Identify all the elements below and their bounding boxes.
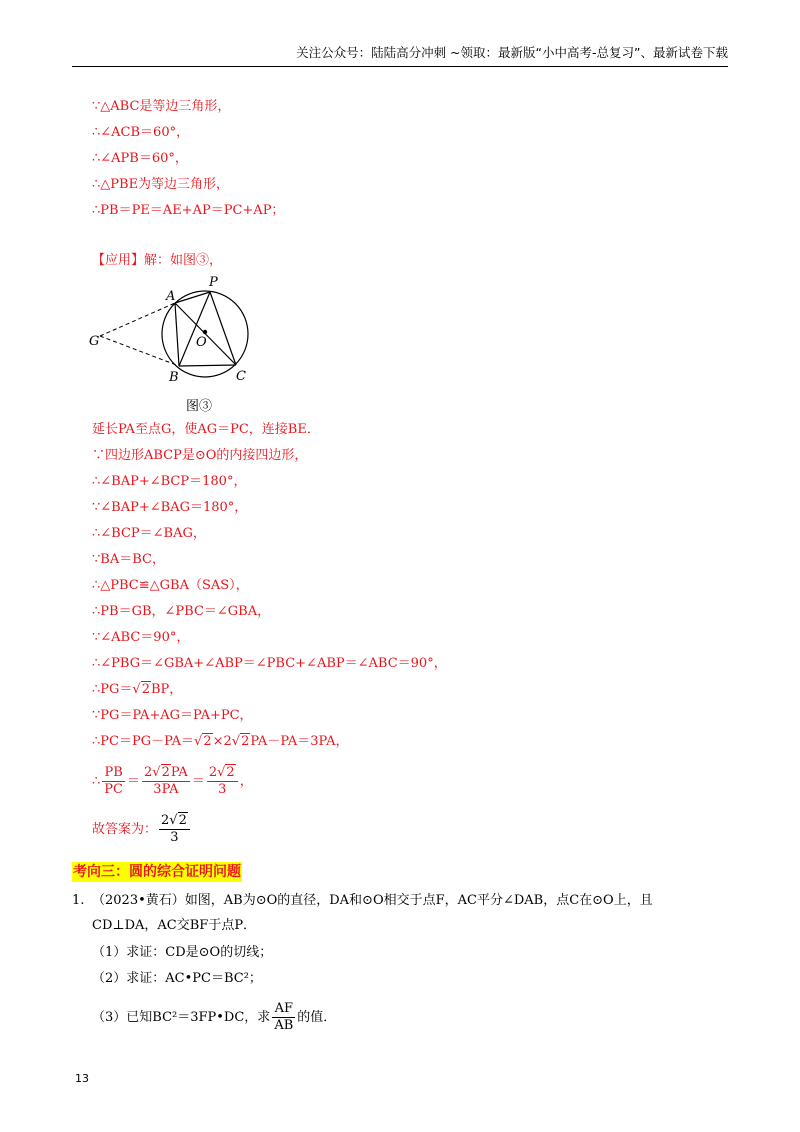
segment-ga-dashed — [100, 303, 175, 336]
segment-gb-dashed — [100, 336, 179, 366]
fraction-numerator: AF — [272, 1001, 295, 1018]
question-part-3 — [92, 1000, 336, 1036]
fraction-denominator: 3 — [170, 830, 179, 845]
header-text: 关注公众号：陆陆高分冲刺 ~领取：最新版“小中高考-总复习”、最新试卷下载 — [296, 45, 728, 60]
proof2-line-13 — [92, 733, 348, 751]
proof2-line-10: ∴∠PBG＝∠GBA+∠ABP＝∠PBC+∠ABP＝∠ABC＝90°， — [92, 656, 447, 671]
page-number: 13 — [75, 1072, 89, 1085]
proof2-line-12: ∵PG＝PA+AG＝PA+PC， — [92, 708, 253, 723]
radicand: 2 — [141, 682, 150, 697]
proof2-line-9: ∵∠ABC＝90°， — [92, 630, 190, 645]
label-a: A — [166, 289, 176, 304]
answer-label: 故答案为： — [92, 822, 158, 837]
pc-prefix: ∴PC＝PG－PA＝ — [92, 734, 195, 749]
proof2-line-6: ∵BA＝BC， — [92, 552, 165, 567]
radicand: 2 — [241, 734, 250, 749]
proof2-line-5: ∴∠BCP＝∠BAG， — [92, 526, 206, 541]
label-o: O — [196, 335, 207, 350]
figure-caption: 图③ — [186, 399, 213, 414]
fraction-denominator: AB — [274, 1018, 294, 1033]
page-header — [72, 44, 728, 67]
fraction-numerator — [207, 765, 238, 782]
ratio-end: ， — [239, 774, 253, 789]
pc-tail: PA－PA＝3PA， — [250, 734, 349, 749]
fraction-2root2-3 — [207, 765, 238, 798]
segment-pc — [210, 292, 236, 365]
coef: 2 — [208, 765, 218, 780]
fraction-numerator — [142, 765, 190, 782]
proof1-line-2: ∴∠ACB＝60°， — [92, 125, 190, 140]
fraction-denominator: 3PA — [153, 782, 179, 797]
proof2-line-2: ∵四边形ABCP是⊙O的内接四边形， — [92, 448, 308, 463]
section-title: 考向三：圆的综合证明问题 — [73, 864, 241, 880]
segment-pb — [179, 292, 210, 366]
part3-prefix: （3）已知BC²＝3FP•DC，求 — [92, 1010, 271, 1025]
proof2-line-11 — [92, 681, 182, 699]
sqrt-expression: √2 — [132, 682, 150, 697]
sqrt-expression: √2 — [217, 765, 235, 780]
question-line-1: （2023•黄石）如图，AB为⊙O的直径，DA和⊙O相交于点F，AC平分∠DAB，点C在⊙O上，且 — [92, 893, 653, 908]
geometry-figure — [85, 272, 265, 412]
apply-label: 【应用】解：如图③， — [92, 253, 223, 268]
radicand: 2 — [161, 765, 170, 780]
coef: 2 — [144, 765, 153, 780]
label-p: P — [209, 275, 218, 290]
proof2-line-8: ∴PB＝GB，∠PBC＝∠GBA， — [92, 604, 271, 619]
label-g: G — [89, 334, 100, 349]
sqrt-expression: √2 — [231, 734, 250, 749]
label-b: B — [169, 370, 179, 385]
answer-line — [92, 810, 192, 850]
fraction-numerator: PB — [102, 765, 125, 782]
question-part-2: （2）求证：AC•PC＝BC²； — [92, 971, 262, 986]
proof2-line-3: ∴∠BAP+∠BCP＝180°， — [92, 474, 247, 489]
sqrt-expression: √2 — [152, 765, 170, 780]
sqrt-expression: √2 — [169, 813, 187, 828]
radicand: 2 — [226, 765, 235, 780]
ratio-prefix: ∴ — [92, 774, 101, 789]
proof2-line-7: ∴△PBC≌△GBA（SAS）， — [92, 578, 249, 593]
segment-ap — [175, 292, 210, 303]
answer-fraction — [159, 813, 190, 846]
pg-prefix: ∴PG＝ — [92, 682, 133, 697]
proof2-line-1: 延长PA至点G，使AG＝PC，连接BE． — [92, 422, 320, 437]
part3-suffix: 的值． — [297, 1010, 337, 1025]
radicand: 2 — [178, 813, 187, 828]
segment-ab — [175, 303, 179, 366]
equals-sign: ＝ — [126, 774, 140, 789]
fraction-denominator: 3 — [218, 782, 227, 797]
pg-tail: BP， — [150, 682, 183, 697]
sqrt-expression: √2 — [194, 734, 212, 749]
radicand: 2 — [203, 734, 212, 749]
fraction-pb-pc — [102, 765, 125, 798]
fraction-numerator — [159, 813, 190, 830]
equals-sign: ＝ — [191, 774, 205, 789]
label-c: C — [236, 369, 246, 384]
question-line-2: CD⊥DA，AC交BF于点P． — [92, 918, 257, 933]
proof1-line-4: ∴△PBE为等边三角形， — [92, 177, 230, 192]
fraction-af-ab — [272, 1001, 295, 1034]
question-part-1: （1）求证：CD是⊙O的切线； — [92, 945, 273, 960]
fraction-denominator: PC — [104, 782, 123, 797]
coef: 2 — [161, 813, 170, 828]
proof1-line-1: ∵△ABC是等边三角形， — [92, 99, 231, 114]
proof2-line-4: ∵∠BAP+∠BAG＝180°， — [92, 500, 248, 515]
segment-bc — [179, 365, 236, 366]
numerator-tail: PA — [170, 765, 188, 780]
fraction-2root2pa-3pa — [142, 765, 190, 798]
ratio-line — [92, 762, 253, 802]
proof1-line-3: ∴∠APB＝60°， — [92, 151, 188, 166]
center-point — [203, 330, 207, 334]
pc-times: ×2 — [212, 734, 232, 749]
question-number: 1. — [72, 893, 85, 908]
proof1-line-5: ∴PB＝PE＝AE+AP＝PC+AP； — [92, 203, 285, 218]
